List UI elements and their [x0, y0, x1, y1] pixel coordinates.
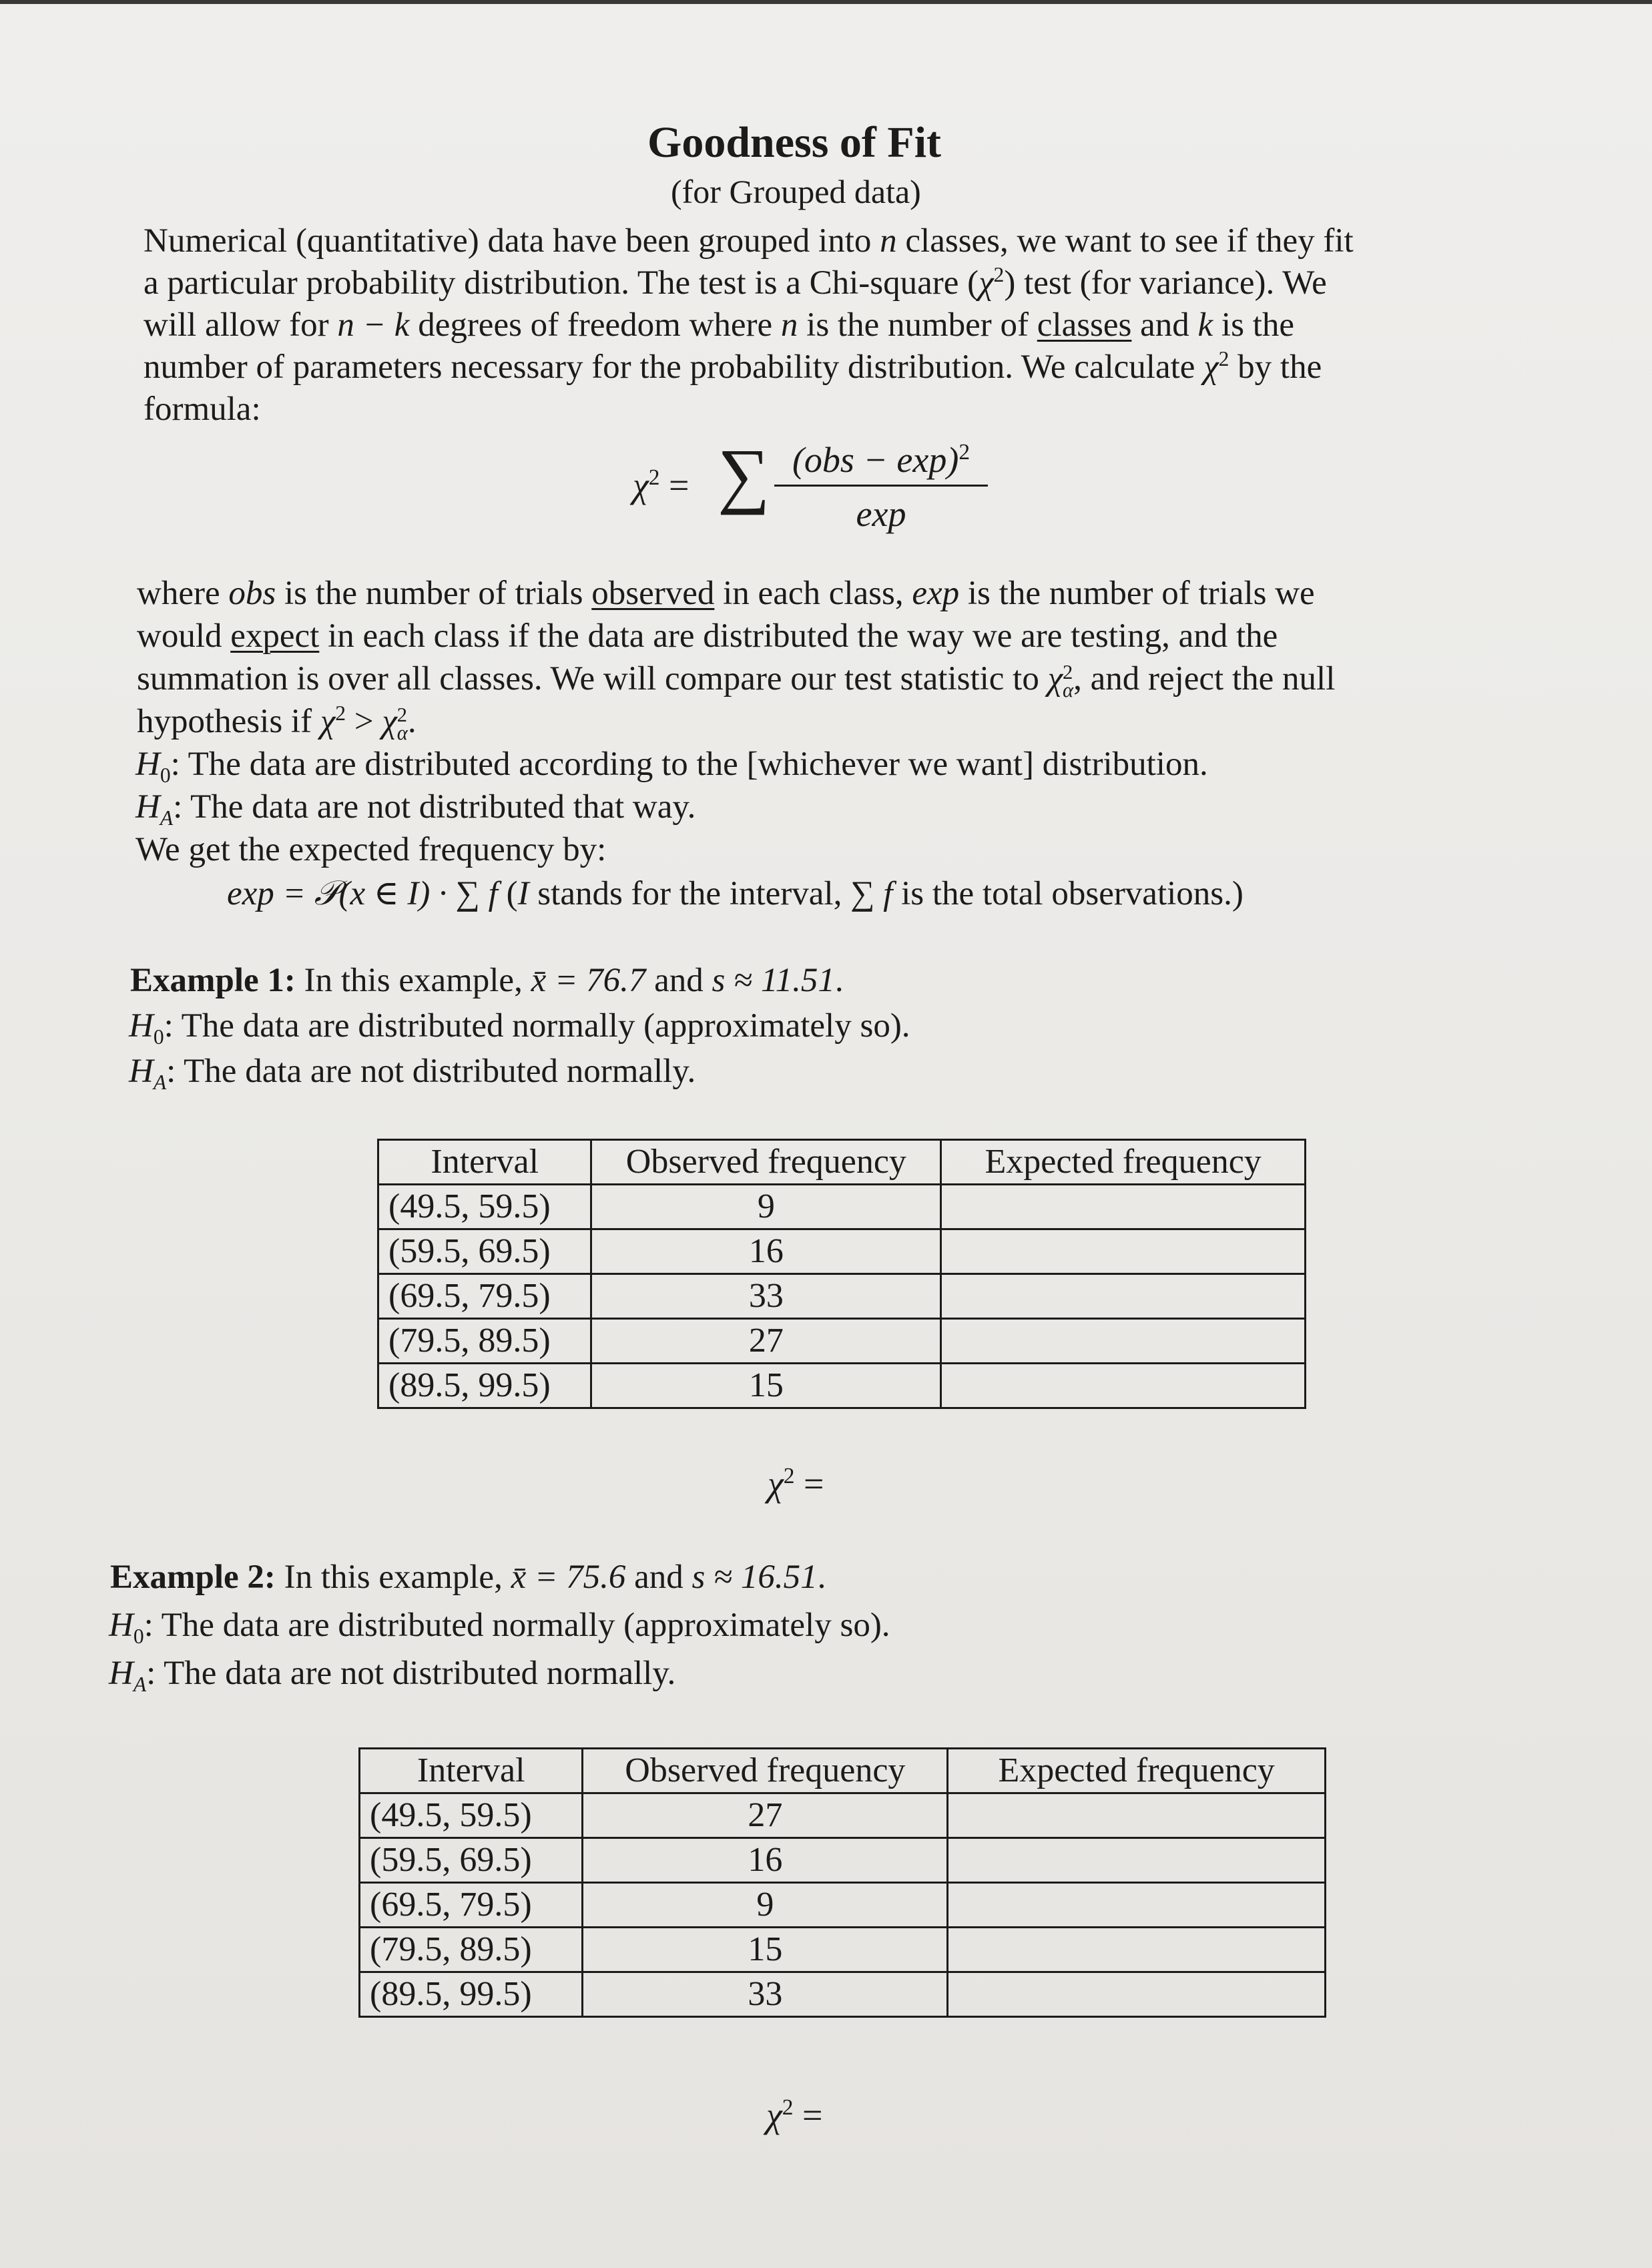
interval-cell: (49.5, 59.5) [378, 1185, 591, 1229]
math-sub: A [160, 806, 174, 830]
formula-numerator [774, 439, 988, 481]
math-sup: 2 [782, 2095, 794, 2120]
intro-line-3 [144, 304, 1294, 346]
where-text: ( [497, 875, 518, 912]
math-h: H [135, 788, 160, 826]
example2-table [358, 1747, 1326, 2018]
math-xbar: x̄ = 76.7 [531, 962, 646, 999]
math-chi: χ [320, 703, 336, 740]
table-row [378, 1364, 1306, 1408]
where-text: would [137, 617, 231, 655]
intro-line-5: formula: [144, 390, 261, 428]
math-sup: 2 [335, 701, 346, 725]
math-n: n [880, 222, 897, 260]
expected-cell[interactable] [948, 1838, 1326, 1883]
intro-text: number of parameters necessary for the probability distribution. We calculate [144, 348, 1204, 386]
math-k: k [1197, 306, 1213, 344]
math-equals: = [793, 2095, 823, 2135]
fraction-bar [774, 485, 988, 487]
intro-line-4 [144, 346, 1322, 388]
interval-cell: (49.5, 59.5) [360, 1793, 583, 1838]
intro-text: will allow for [144, 306, 338, 344]
header-interval: Interval [378, 1140, 591, 1185]
where-line-4 [137, 701, 417, 743]
h0-general [135, 744, 1208, 786]
where-text: is the total observations.) [892, 875, 1244, 912]
header-expected: Expected frequency [941, 1140, 1306, 1185]
formula-denominator: exp [856, 494, 906, 534]
math-sup: 2 [1063, 660, 1073, 683]
example2-h0 [109, 1605, 890, 1647]
math-sub: A [133, 1673, 147, 1697]
expected-cell[interactable] [948, 1793, 1326, 1838]
underlined-observed: observed [591, 575, 715, 612]
observed-cell: 16 [583, 1838, 948, 1883]
expected-formula: exp = 𝒫(x ∈ I) · ∑ f [227, 875, 498, 912]
example1-ha [129, 1051, 696, 1093]
formula-lhs [633, 465, 689, 506]
intro-text: is the [1213, 306, 1294, 344]
math-s: s ≈ 16.51 [692, 1558, 818, 1596]
intro-line-2 [144, 262, 1327, 304]
math-n: n [780, 306, 798, 344]
math-equals: = [794, 1464, 824, 1504]
intro-text: and [1131, 306, 1198, 344]
table-row [378, 1319, 1306, 1364]
where-text: . [407, 703, 417, 740]
h0-text: : The data are distributed according to the [whichever we want] distribution. [170, 746, 1208, 783]
math-chi: χ [1047, 660, 1063, 697]
observed-cell: 15 [591, 1364, 941, 1408]
observed-cell: 15 [583, 1928, 948, 1972]
where-text: is the number of trials we [959, 575, 1315, 612]
example2-intro [110, 1556, 826, 1599]
math-chi: χ [1203, 348, 1219, 386]
chi-alpha-scripts [1063, 660, 1074, 702]
example1-table [377, 1139, 1306, 1409]
math-h: H [129, 1053, 154, 1090]
formula-fraction [774, 439, 988, 535]
intro-line-1 [144, 220, 1354, 262]
expected-cell[interactable] [941, 1185, 1306, 1229]
table-row [360, 1793, 1326, 1838]
math-sup: 2 [993, 263, 1005, 286]
expected-cell[interactable] [948, 1972, 1326, 2017]
expected-cell[interactable] [948, 1883, 1326, 1928]
where-line-1 [137, 573, 1315, 615]
math-sup: 2 [958, 440, 971, 465]
numerator-text: (obs − exp) [792, 440, 959, 480]
header-expected: Expected frequency [948, 1749, 1326, 1793]
interval-cell: (69.5, 79.5) [360, 1883, 583, 1928]
document-page [0, 4, 1652, 2268]
example-text: . [817, 1558, 826, 1596]
observed-cell: 33 [583, 1972, 948, 2017]
math-sub-alpha: α [396, 722, 408, 745]
underlined-expect: expect [230, 617, 320, 655]
math-sub: 0 [153, 1025, 164, 1049]
intro-text: Numerical (quantitative) data have been grouped into [144, 222, 880, 260]
math-h: H [129, 1007, 154, 1045]
math-sub: A [153, 1071, 167, 1095]
math-obs: obs [228, 575, 276, 612]
intro-text: by the [1229, 348, 1322, 386]
example-text: and [645, 962, 712, 999]
observed-cell: 33 [591, 1274, 941, 1319]
example-text: and [625, 1558, 692, 1596]
math-h: H [109, 1655, 133, 1692]
intro-text: degrees of freedom where [409, 306, 781, 344]
page-subtitle: (for Grouped data) [671, 173, 921, 210]
intro-text: is the number of [798, 306, 1037, 344]
table-row [360, 1972, 1326, 2017]
where-text: summation is over all classes. We will compare our test statistic to [137, 660, 1048, 697]
interval-cell: (59.5, 69.5) [360, 1838, 583, 1883]
interval-cell: (59.5, 69.5) [378, 1229, 591, 1274]
get-expected-line: We get the expected frequency by: [135, 831, 607, 868]
math-sup: 2 [396, 703, 408, 726]
math-sub: 0 [160, 764, 171, 788]
where-text: where [137, 575, 229, 612]
math-chi: χ [766, 2095, 782, 2135]
table-header-row [378, 1140, 1306, 1185]
math-xbar: x̄ = 75.6 [511, 1558, 626, 1596]
math-sup: 2 [1218, 347, 1229, 370]
math-chi: χ [382, 703, 397, 740]
example1-chi-square-answer [768, 1463, 824, 1504]
h0-text: : The data are distributed normally (approximately so). [164, 1007, 910, 1045]
header-observed: Observed frequency [583, 1749, 948, 1793]
example-text: In this example, [295, 962, 531, 999]
example1-label: Example 1: [130, 962, 296, 999]
observed-cell: 16 [591, 1229, 941, 1274]
table-row [378, 1274, 1306, 1319]
example1-h0 [129, 1005, 910, 1047]
expected-formula-line [227, 873, 1244, 915]
observed-cell: 27 [583, 1793, 948, 1838]
observed-cell: 9 [591, 1185, 941, 1229]
table-row [360, 1838, 1326, 1883]
example1-intro [130, 960, 844, 1002]
header-interval: Interval [360, 1749, 583, 1793]
interval-cell: (89.5, 99.5) [378, 1364, 591, 1408]
expected-cell[interactable] [948, 1928, 1326, 1972]
math-h: H [109, 1607, 133, 1644]
table-row [360, 1883, 1326, 1928]
example2-ha [109, 1653, 675, 1695]
example2-chi-square-answer [766, 2094, 822, 2136]
math-sup: 2 [783, 1464, 795, 1488]
math-i: I [517, 875, 529, 912]
where-line-3 [137, 658, 1335, 700]
intro-text: classes, we want to see if they fit [896, 222, 1354, 260]
page-title: Goodness of Fit [647, 118, 942, 167]
sigma-symbol: ∑ [718, 434, 770, 515]
math-h: H [135, 746, 160, 783]
where-text: hypothesis if [137, 703, 320, 740]
ha-text: : The data are not distributed normally. [146, 1655, 676, 1692]
expected-cell[interactable] [941, 1364, 1306, 1408]
where-text: is the number of trials [276, 575, 592, 612]
h0-text: : The data are distributed normally (approximately so). [144, 1607, 890, 1644]
intro-text: a particular probability distribution. The test is a Chi-square ( [144, 264, 979, 302]
math-equals: = [659, 465, 690, 505]
where-text: in each class if the data are distributed the way we are testing, and the [319, 617, 1278, 655]
math-chi: χ [979, 264, 994, 302]
interval-cell: (79.5, 89.5) [378, 1319, 591, 1364]
observed-cell: 9 [583, 1883, 948, 1928]
math-sub: 0 [133, 1625, 144, 1649]
table-row [378, 1185, 1306, 1229]
interval-cell: (79.5, 89.5) [360, 1928, 583, 1972]
where-text: in each class, [714, 575, 912, 612]
ha-text: : The data are not distributed normally. [166, 1053, 696, 1090]
ha-general [135, 786, 696, 828]
table-row [378, 1229, 1306, 1274]
math-chi: χ [633, 465, 649, 505]
where-line-2 [137, 615, 1278, 657]
intro-text: ) test (for variance). We [1004, 264, 1327, 302]
interval-cell: (89.5, 99.5) [360, 1972, 583, 2017]
table-header-row [360, 1749, 1326, 1793]
expected-cell[interactable] [941, 1319, 1306, 1364]
expected-cell[interactable] [941, 1274, 1306, 1319]
math-s: s ≈ 11.51 [712, 962, 835, 999]
math-greater: > [346, 703, 382, 740]
example-text: . [834, 962, 844, 999]
header-observed: Observed frequency [591, 1140, 941, 1185]
underlined-classes: classes [1037, 306, 1132, 344]
where-text: stands for the interval, ∑ [529, 875, 884, 912]
example-text: In this example, [275, 1558, 511, 1596]
math-f: f [883, 875, 893, 912]
math-chi: χ [768, 1464, 784, 1504]
table-row [360, 1928, 1326, 1972]
math-sup: 2 [648, 465, 660, 490]
math-exp: exp [912, 575, 960, 612]
expected-cell[interactable] [941, 1229, 1306, 1274]
math-sub-alpha: α [1063, 679, 1074, 702]
math-n-k: n − k [337, 306, 410, 344]
ha-text: : The data are not distributed that way. [173, 788, 696, 826]
where-text: , and reject the null [1073, 660, 1336, 697]
example2-label: Example 2: [110, 1558, 276, 1596]
observed-cell: 27 [591, 1319, 941, 1364]
interval-cell: (69.5, 79.5) [378, 1274, 591, 1319]
chi-alpha-scripts [396, 703, 408, 745]
